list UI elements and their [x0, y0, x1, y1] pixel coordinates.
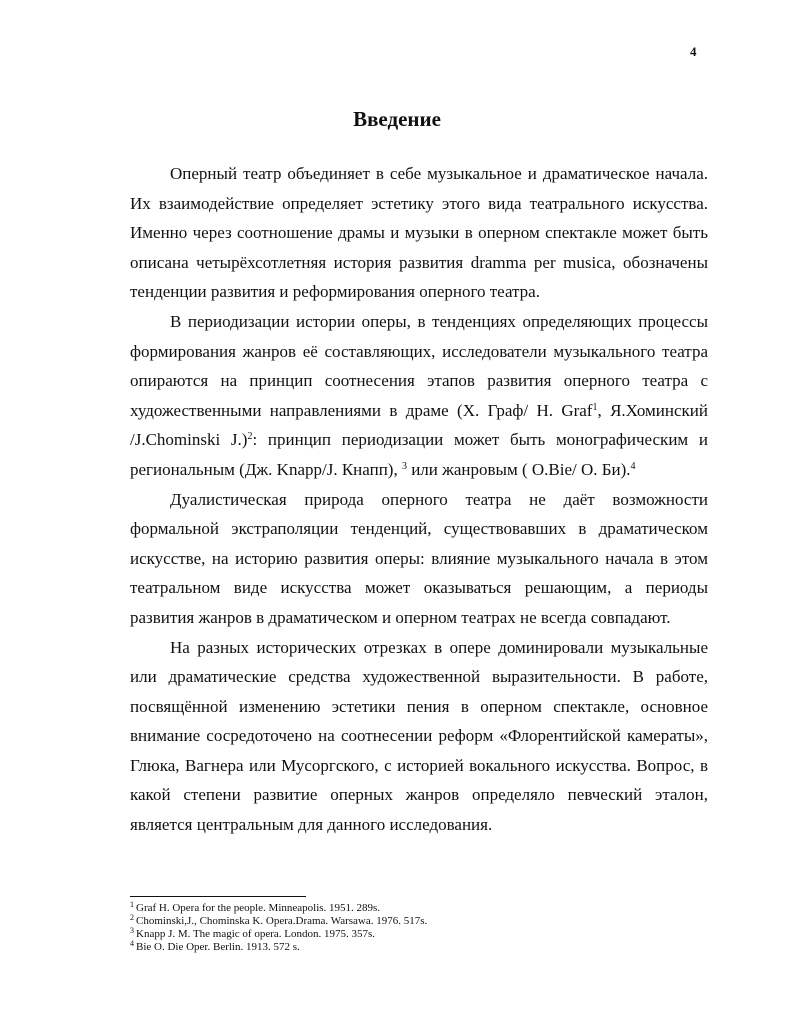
footnote-4: [130, 941, 690, 954]
footnote-text: Knapp J. M. The magic of opera. London. 1975. 357s.: [136, 928, 376, 940]
body-text: [130, 159, 708, 840]
footnote-ref-1: 1: [592, 401, 598, 413]
footnote-text: Chominski,J., Chominska K. Opera.Drama. Warsawa. 1976. 517s.: [136, 915, 428, 927]
paragraph-2-text-c: : принцип периодизации может быть монографическим и региональным (Дж. Knapp/J. Кнапп),: [130, 430, 708, 479]
footnote-ref-2: 2: [247, 431, 253, 443]
footnote-text: Bie O. Die Oper. Berlin. 1913. 572 s.: [136, 941, 300, 953]
footnote-number: 2: [130, 913, 134, 922]
paragraph-2-text-b: , Я.Хоминский /J.Chominski J.): [130, 400, 708, 450]
paragraph-2: [130, 307, 708, 485]
footnotes: [130, 902, 690, 954]
footnote-number: 3: [130, 926, 134, 935]
footnote-1: [130, 902, 690, 915]
footnote-divider: [130, 896, 306, 897]
footnote-ref-3: 3: [401, 460, 407, 472]
footnote-3: [130, 928, 690, 941]
footnote-ref-4: 4: [630, 460, 636, 472]
page-number: 4: [690, 44, 697, 59]
paragraph-2-text-d: или жанровым ( O.Bie/ О. Би).: [406, 459, 631, 479]
footnote-number: 4: [130, 939, 134, 948]
paragraph-1: Оперный театр объединяет в себе музыкальное и драматическое начала. Их взаимодействие определяет эстетику этого вида театрального искусства. Именно через соотношение драмы и музыки в оперном спектакле может быть описана четырёхсотлетняя история развития dramma per musica, обозначены тенденции развития и реформирования оперного театра.: [130, 164, 708, 302]
paragraph-3: Дуалистическая природа оперного театра не даёт возможности формальной экстраполяции тенденций, существовавших в драматическом искусстве, на историю развития оперы: влияние музыкального начала в этом театральном виде искусства может оказываться решающим, а периоды развития жанров в драматическом и оперном театрах не всегда совпадают.: [130, 489, 708, 627]
paragraph-2-text-a: В периодизации истории оперы, в тенденциях определяющих процессы формирования жанров её составляющих, исследователи музыкального театра опираются на принцип соотнесения этапов развития оперного театра с художественными направлениями в драме (Х. Граф/ H. Graf: [130, 311, 708, 420]
footnote-2: [130, 915, 690, 928]
footnote-text: Graf H. Opera for the people. Minneapolis. 1951. 289s.: [136, 902, 381, 914]
paragraph-4: На разных исторических отрезках в опере доминировали музыкальные или драматические средства художественной выразительности. В работе, посвящённой изменению эстетики пения в оперном спектакле, основное внимание сосредоточено на соотнесении реформ «Флорентийской камераты», Глюка, Вагнера или Мусоргского, с историей вокального искусства. Вопрос, в какой степени развитие оперных жанров определяло певческий эталон, является центральным для данного исследования.: [130, 637, 708, 835]
footnote-number: 1: [130, 900, 134, 909]
page-title: Введение: [353, 107, 441, 131]
